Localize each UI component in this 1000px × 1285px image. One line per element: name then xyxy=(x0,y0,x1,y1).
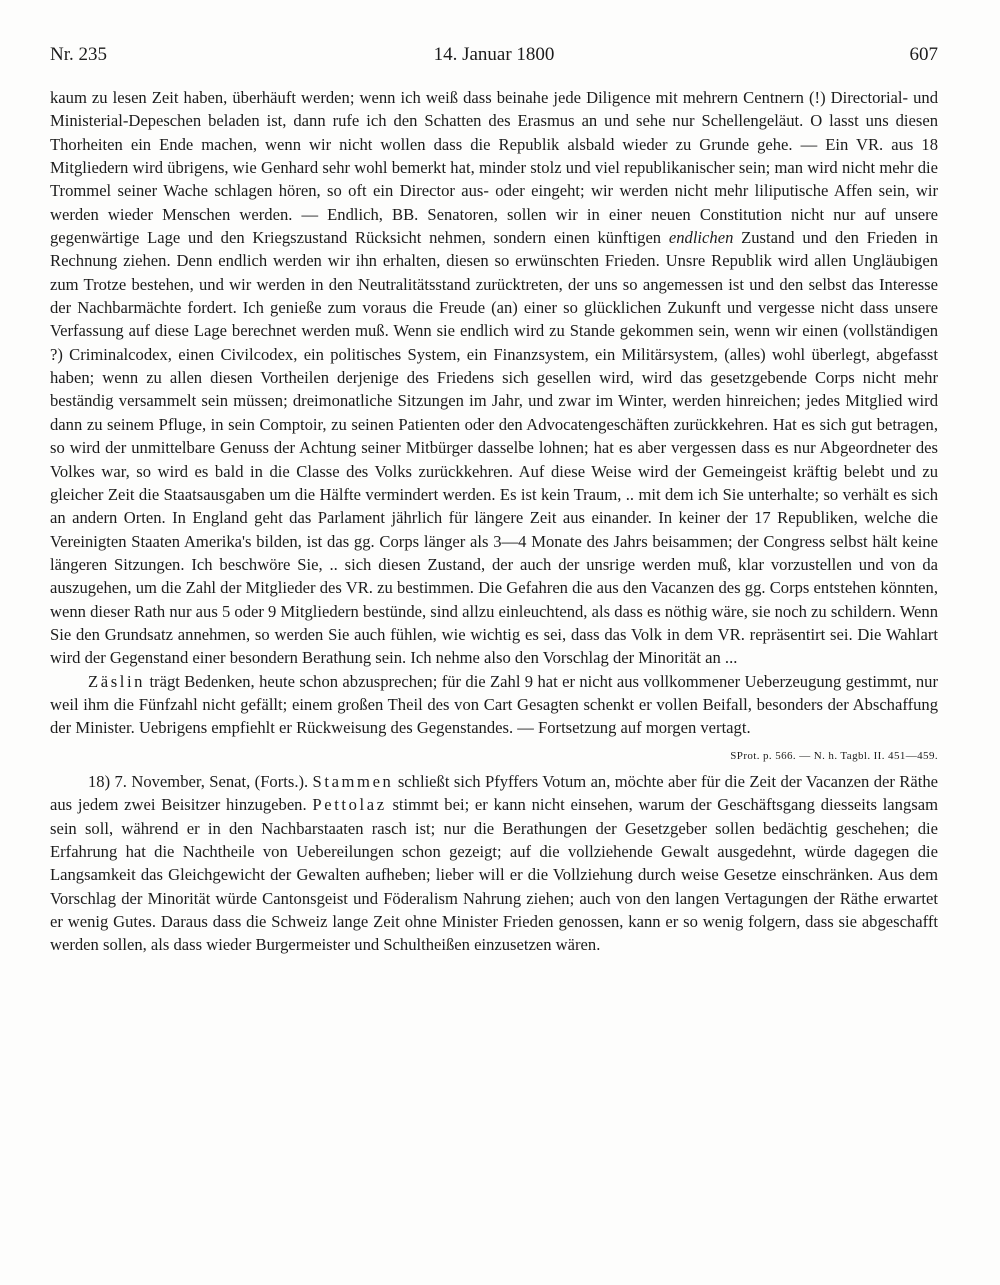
speaker-name: Stammen xyxy=(312,771,394,791)
speaker-name: Pettolaz xyxy=(312,795,387,815)
paragraph-zaeslin xyxy=(50,670,938,762)
page-date: 14. Januar 1800 xyxy=(433,44,555,65)
speech-text: kaum zu lesen Zeit haben, überhäuft werden; wenn ich weiß dass beinahe jede Diligence mit mehrern Centnern (!) Directorial- und Ministerial-Depeschen beladen ist, dann rufe ich den Schatten des Erasmus an und sehe nur Schellengeläut. O lasst uns diesen Thorheiten ein Ende machen, wenn wir nicht wollen dass die Republik alsbald wieder zu Grunde gehe. — Ein VR. aus 18 Mitgliedern wird übrigens, wie Genhard sehr wohl bemerkt hat, minder stolz und viel republikanischer sein; man wird nicht mehr die Trommel seiner Wache schlagen hören, so oft ein Director aus- oder eingeht; wir werden nicht mehr liliputische Affen sein, wir werden wieder Menschen werden. — Endlich, BB. Senatoren, sollen wir in einer neuen Constitution nicht nur auf unsere gegenwärtige Lage und den Kriegszustand Rücksicht nehmen, sondern einen künftigen xyxy=(50,88,938,248)
paragraph-text: trägt Bedenken, heute schon abzusprechen; für die Zahl 9 hat er nicht aus vollkommener Ueberzeugung gestimmt, nur weil ihm die Fünfzahl nicht gefällt; einem großen Theil des von Cart Gesagten schenkt er vollen Beifall, besonders der Abschaffung der Minister. Uebrigens empfiehlt er Rückweisung des Gegenstandes. — Fortsetzung auf morgen vertagt. xyxy=(50,671,938,738)
paragraph-text: schließt sich Pfyffers Votum an, möchte aber für die Zeit der Vacanzen der Räthe aus jedem zwei Beisitzer hinzugeben. xyxy=(50,771,938,815)
speaker-name: Zäslin xyxy=(88,671,146,691)
speech-text-continued: Zustand und den Frieden in Rechnung ziehen. Denn endlich werden wir ihn erhalten, diesen so erwünschten Frieden. Unsre Republik wird allen Ungläubigen zum Trotze bestehen, und wir werden in den Neutralitätsstand zurücktreten, der uns so angemessen ist und den selbst das Interesse der Nachbarmächte fordert. Ich genieße zum voraus die Freude (an) einer so glücklichen Zukunft und vergesse nicht dass unsere Verfassung auf diese Lage berechnet werden muß. Wenn sie endlich wird zu Stande gekommen sein, wenn wir einen (vollständigen ?) Criminalcodex, einen Civilcodex, ein politisches System, ein Finanzsystem, ein Militärsystem, (alles) wohl überlegt, abgefasst haben; wenn zu allen diesen Vortheilen derjenige des Friedens sich gesellen wird, wird das gesetzgebende Corps nicht mehr beständig versammelt sein müssen; dreimonatliche Sitzungen im Jahr, und zwar im Winter, werden hinreichen; jedes Mitglied wird dann zu seinem Pfluge, in sein Comptoir, zu seinen Patienten oder den Advocatengeschäften zurückkehren. Hat es sich gut betragen, so wird der unmittelbare Genuss der Achtung seiner Mitbürger dasselbe lohnen; hat es aber vergessen dass es nur Abgeordneter des Volkes war, so wird es bald in die Classe des Volks zurückkehren. Auf diese Weise wird der Gemeingeist kräftig belebt und zu gleicher Zeit die Staatsausgaben um die Hälfte vermindert werden. Es ist kein Traum, .. mit dem ich Sie unterhalte; so verhält es sich an andern Orten. In England geht das Parlament jährlich für längere Zeit aus einander. In keiner der 17 Republiken, welche die Vereinigten Staaten Amerika's bilden, ist das gg. Corps länger als 3—4 Monate des Jahrs beisammen; der Congress selbst hält keine längeren Sitzungen. Ich beschwöre Sie, .. sich diesen Zustand, der auch der unsrige werden muß, klar vorzustellen und von da auszugehen, um die Zahl der Mitglieder des VR. zu bestimmen. Die Gefahren die aus den Vacanzen des gg. Corps entstehen könnten, wenn dieser Rath nur aus 5 oder 9 Mitgliedern bestünde, sind allzu einleuchtend, als dass es nöthig wäre, sie noch zu schildern. Wenn Sie den Grundsatz annehmen, so werden Sie auch fühlen, wie wichtig es sei, dass das Volk in dem VR. repräsentirt sei. Die Wahlart wird der Gegenstand einer besondern Berathung sein. Ich nehme also den Vorschlag der Minorität an ... xyxy=(50,228,938,668)
emphasized-word: endlichen xyxy=(668,228,734,248)
document-number: Nr. 235 xyxy=(50,44,107,65)
source-reference: SProt. p. 566. — N. h. Tagbl. II. 451—459. xyxy=(730,749,938,762)
page-number: 607 xyxy=(909,44,938,65)
paragraph-text: stimmt bei; er kann nicht einsehen, warum der Geschäftsgang diesseits langsam sein soll, während er in den Nachbarstaaten rasch ist; nur die Berathungen der Gesetzgeber sollen bedächtig geschehen; die Erfahrung hat die Nachtheile von Uebereilungen schon gezeigt; auf die vollziehende Gewalt ausgedehnt, würde dagegen die Langsamkeit das Gleichgewicht der Gewalten aufheben; lieber will er die Vollziehung durch weise Gesetze einschränken. Aus dem Vorschlag der Minorität würde Cantonsgeist und Föderalism Nahrung ziehen; auch von den langen Vertagungen der Räthe erwartet er wenig Gutes. Daraus dass die Schweiz lange Zeit ohne Minister Frieden genossen, kann er so wenig folgern, dass sie abgeschafft werden sollen, als dass wieder Burgermeister und Schultheißen einzusetzen wären. xyxy=(50,795,938,955)
paragraph-speech-continuation xyxy=(50,86,938,670)
paragraph-senate-session xyxy=(50,770,938,957)
running-head xyxy=(50,44,938,74)
body-text xyxy=(50,86,938,957)
section-heading: 18) 7. November, Senat, (Forts.). xyxy=(88,771,309,791)
